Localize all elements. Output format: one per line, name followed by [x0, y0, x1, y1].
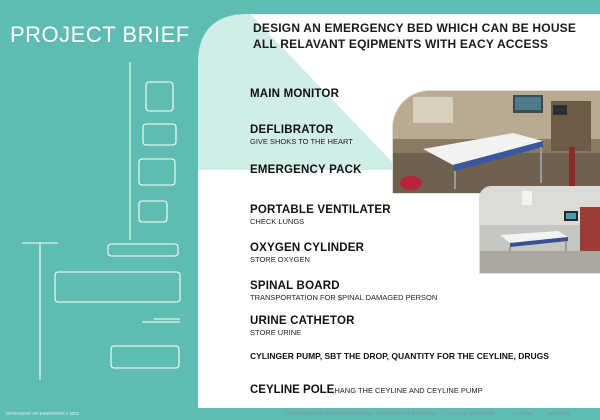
emergency-bay-illustration	[480, 187, 600, 273]
item-name: DEFLIBRATOR	[250, 124, 334, 136]
pole-desc: HANG THE CEYLINE AND CEYLINE PUMP	[334, 386, 483, 395]
footer-date: 06/11/2014	[548, 411, 571, 416]
footer-author: A.A.D.K.S. WIJERATNE	[446, 411, 495, 416]
footer-time: 11:22 PM	[513, 411, 532, 416]
footer-project: DESIGNING AN EMERGENCY BED	[6, 411, 80, 416]
footer-university: UNIVERSITY OF MORATUWA	[376, 411, 438, 416]
outline-box-7	[111, 346, 179, 368]
footer-department: DEPARTMENT OF INTEGRATED DESIGN	[286, 411, 373, 416]
item-desc: TRANSPORTATION FOR $PINAL DAMAGED PERSON	[250, 293, 438, 302]
item-name: URINE CATHETOR	[250, 315, 355, 327]
item-name: SPINAL BOARD	[250, 280, 340, 292]
item-oxygen-cylinder	[250, 242, 364, 264]
item-name: OXYGEN CYLINDER	[250, 242, 365, 254]
headline-line-1: DESIGN AN EMERGENCY BED WHICH CAN BE HOUSE	[253, 21, 577, 35]
item-name: EMERGENCY PACK	[250, 164, 362, 176]
item-spinal-board	[250, 280, 437, 302]
item-name: MAIN MONITOR	[250, 88, 340, 100]
item-desc: GIVE SHOKS TO THE HEART	[250, 137, 353, 146]
item-ceyline-pole	[250, 384, 483, 396]
item-urine-cathetor	[250, 315, 355, 337]
item-deflibrator	[250, 124, 353, 146]
outline-box-6	[55, 272, 180, 302]
item-portable-ventilater	[250, 204, 391, 226]
outline-box-2	[143, 124, 176, 145]
outline-box-1	[146, 82, 173, 111]
item-desc: CHECK LUNGS	[250, 217, 305, 226]
emergency-room-photo	[392, 90, 600, 194]
headline-line-2: ALL RELAVANT EQIPMENTS WITH EACY ACCESS	[253, 37, 549, 51]
page-title: PROJECT BRIEF	[10, 22, 190, 47]
outline-pole	[22, 243, 58, 380]
outline-box-3	[139, 159, 175, 185]
pole-name: CEYLINE POLE	[250, 384, 335, 396]
page-footer	[0, 408, 600, 420]
outline-box-5	[108, 244, 178, 256]
item-name: PORTABLE VENTILATER	[250, 204, 391, 216]
item-desc: STORE OXYGEN	[250, 255, 310, 264]
design-headline	[253, 20, 593, 52]
outline-box-4	[139, 201, 167, 222]
item-desc: STORE URINE	[250, 328, 302, 337]
emergency-room-illustration	[393, 91, 600, 193]
item-emergency-pack	[250, 164, 362, 176]
equipment-note: CYLINGER PUMP, SBT THE DROP, QUANTITY FOR THE CEYLINE, DRUGS	[250, 351, 549, 361]
emergency-bay-photo	[479, 186, 600, 274]
item-main-monitor	[250, 88, 339, 100]
